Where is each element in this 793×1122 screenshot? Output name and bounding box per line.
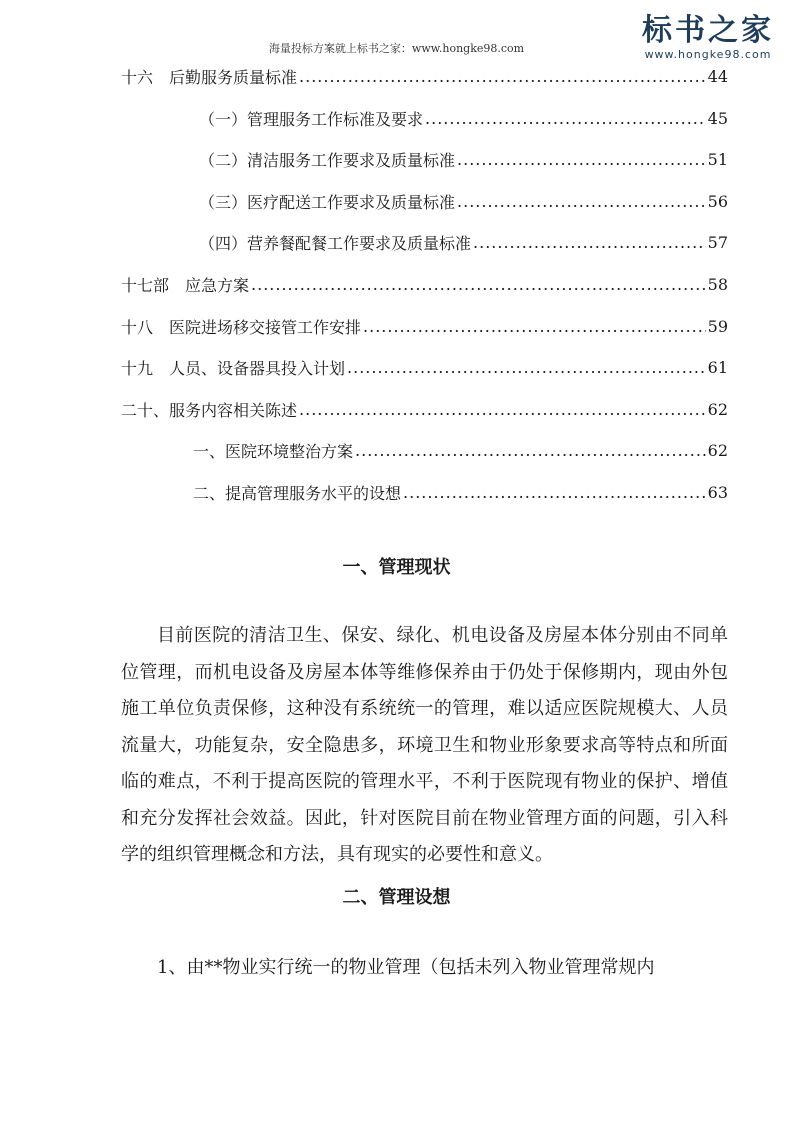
toc-leader (299, 400, 706, 419)
logo-title: 标书之家 (642, 13, 774, 48)
toc-leader (473, 233, 706, 252)
toc-entry-page: 44 (707, 66, 728, 86)
toc-entry-label: 十九 人员、设备器具投入计划 (121, 358, 346, 378)
toc-entry-label: 十六 后勤服务质量标准 (121, 67, 298, 87)
toc-entry-label: 二十、服务内容相关陈述 (121, 400, 298, 420)
toc-entry (193, 437, 728, 463)
toc-entry (199, 146, 728, 172)
toc-entry-page: 45 (707, 108, 728, 128)
toc-leader (251, 275, 706, 294)
toc-leader (299, 67, 706, 86)
toc-entry-label: 十八 医院进场移交接管工作安排 (121, 317, 362, 337)
toc-entry (199, 105, 728, 131)
toc-entry (193, 479, 728, 505)
toc-entry-label: （三）医疗配送工作要求及质量标准 (199, 192, 456, 212)
toc-leader (457, 150, 706, 169)
toc-leader (403, 483, 706, 502)
logo-url: www.hongke98.com (644, 48, 772, 61)
toc-entry-page: 56 (707, 191, 728, 211)
toc-leader (363, 317, 706, 336)
toc-leader (457, 192, 706, 211)
toc-entry (121, 63, 728, 89)
toc-entry (121, 271, 728, 297)
toc-entry-page: 63 (707, 482, 728, 502)
site-logo (633, 14, 783, 61)
toc-entry-page: 51 (707, 149, 728, 169)
toc-entry-page: 61 (707, 357, 728, 377)
header-note: 海量投标方案就上标书之家：www.hongke98.com (268, 42, 525, 55)
toc-entry-page: 59 (707, 316, 728, 336)
toc-entry-label: 一、医院环境整治方案 (193, 441, 354, 461)
toc-leader (425, 109, 706, 128)
section-title-management-plan: 二、管理设想 (342, 887, 451, 908)
toc-entry-page: 58 (707, 274, 728, 294)
toc-entry-page: 62 (707, 440, 728, 460)
toc-leader (355, 441, 706, 460)
toc-entry (121, 313, 728, 339)
toc-entry-page: 62 (707, 399, 728, 419)
toc-entry (121, 354, 728, 380)
toc-entry-label: 二、提高管理服务水平的设想 (193, 483, 402, 503)
toc-entry-label: （二）清洁服务工作要求及质量标准 (199, 150, 456, 170)
toc-entry (121, 396, 728, 422)
toc-entry-page: 57 (707, 232, 728, 252)
section-title-current-status: 一、管理现状 (342, 557, 451, 578)
toc-entry (199, 188, 728, 214)
toc-leader (347, 358, 706, 377)
list-item-first: 1、由**物业实行统一的物业管理（包括未列入物业管理常规内 (157, 957, 655, 978)
toc-entry-label: 十七部 应急方案 (121, 275, 250, 295)
toc-entry-label: （四）营养餐配餐工作要求及质量标准 (199, 233, 472, 253)
toc-entry-label: （一）管理服务工作标准及要求 (199, 109, 424, 129)
section-paragraph-current-status: 目前医院的清洁卫生、保安、绿化、机电设备及房屋本体分别由不同单位管理，而机电设备及房屋本体等维修保养由于仍处于保修期内，现由外包施工单位负责保修，这种没有系统统一的管理，难以适应医院规模大、人员流量大，功能复杂，安全隐患多，环境卫生和物业形象要求高等特点和所面临的难点，不利于提高医院的管理水平，不利于医院现有物业的保护、增值和充分发挥社会效益。因此，针对医院目前在物业管理方面的问题，引入科学的组织管理概念和方法，具有现实的必要性和意义。 (121, 625, 728, 865)
toc-entry (199, 229, 728, 255)
